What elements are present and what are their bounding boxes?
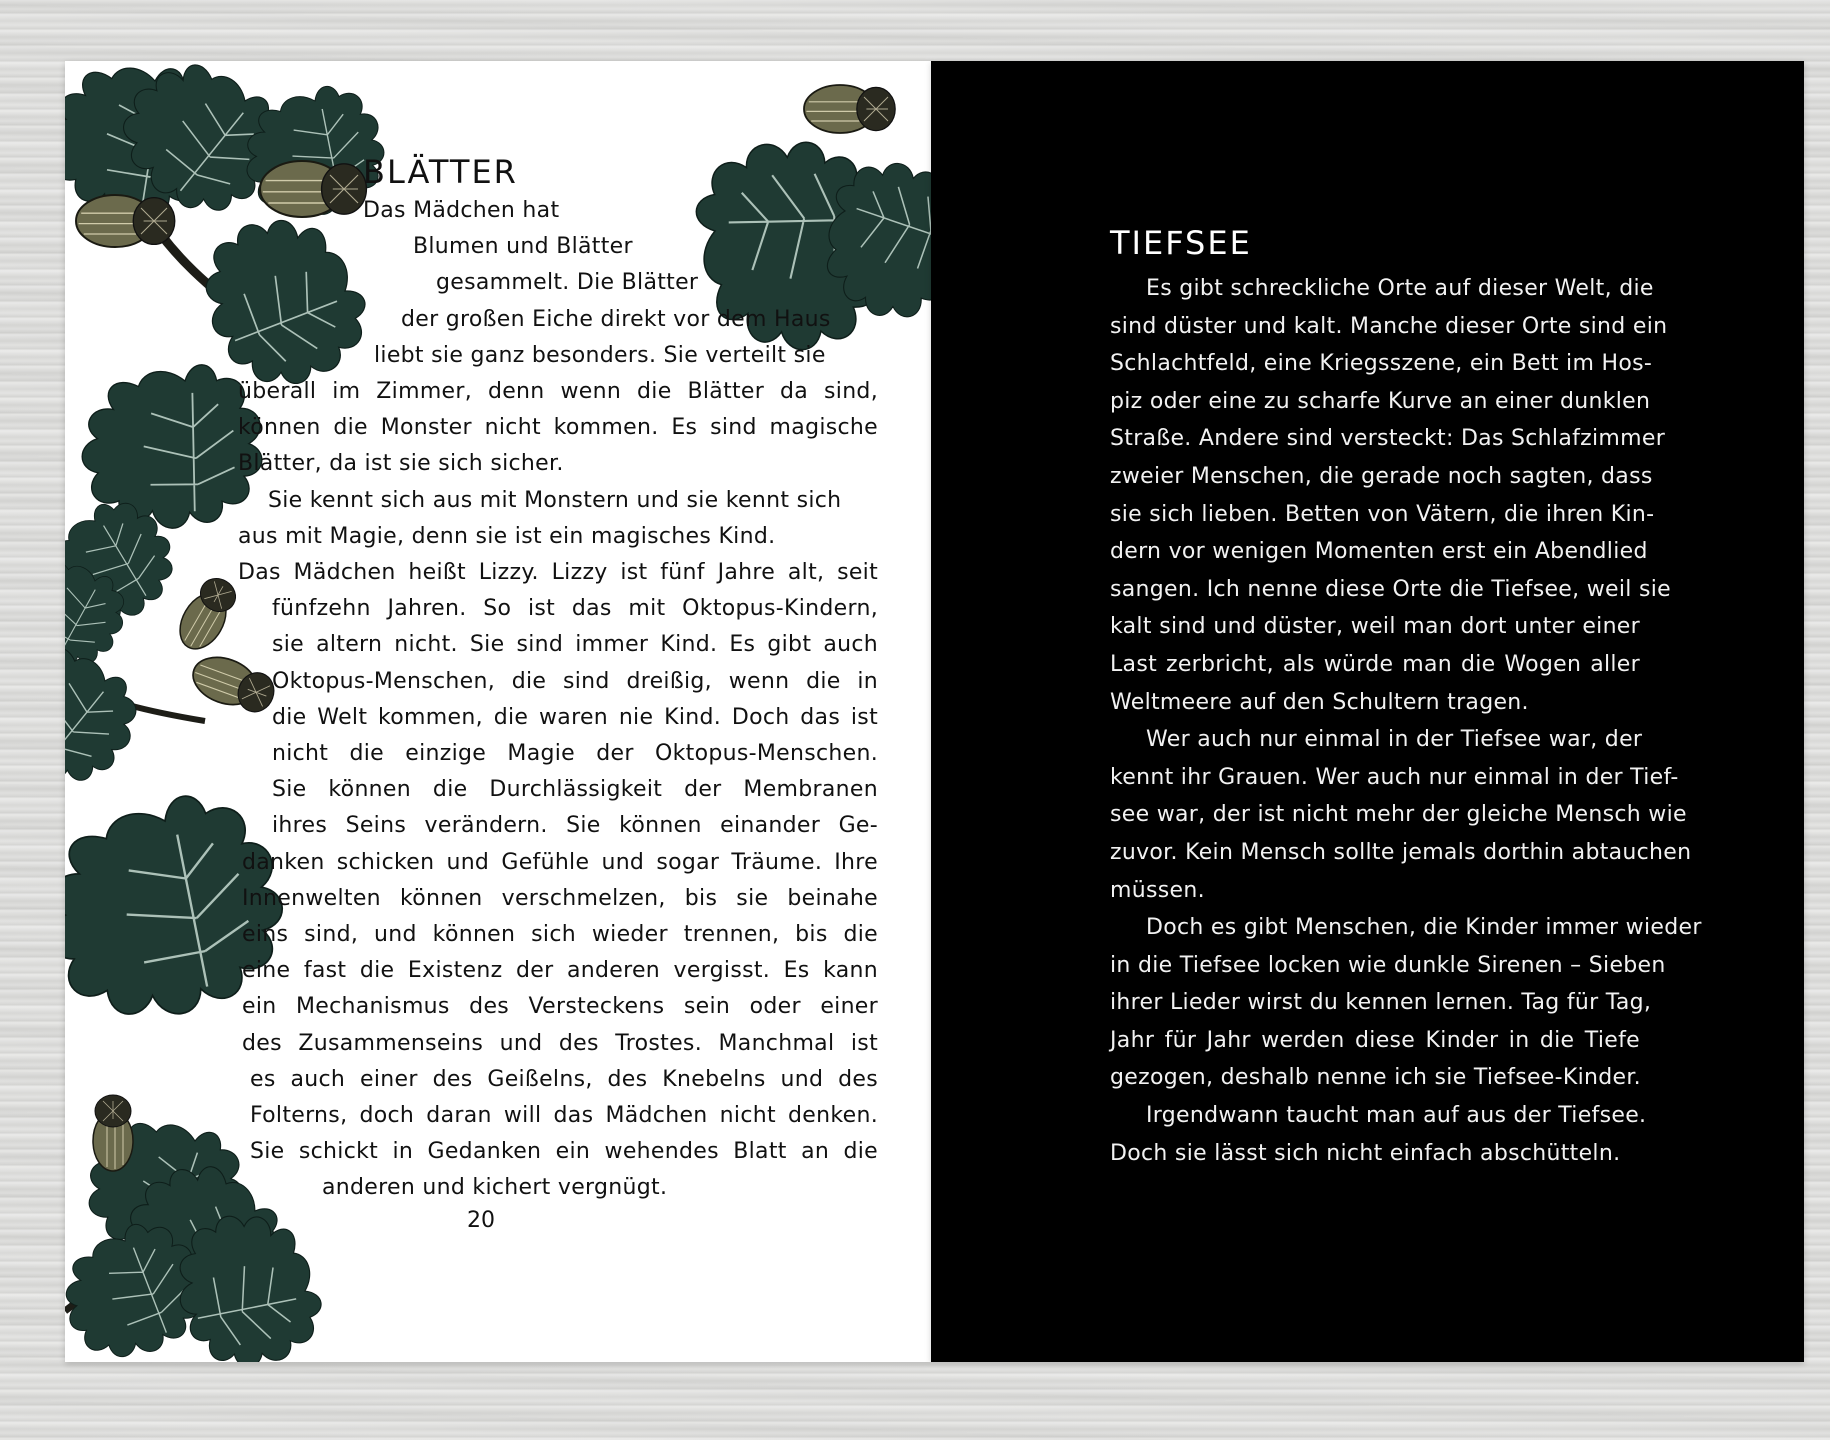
right-page bbox=[931, 61, 1804, 1362]
text-line: der großen Eiche direkt vor dem Haus bbox=[401, 306, 831, 332]
text-line: dern vor wenigen Momenten erst ein Abendlied bbox=[1110, 539, 1648, 565]
text-line: see war, der ist nicht mehr der gleiche Mensch wie bbox=[1110, 802, 1687, 828]
text-line: gesammelt. Die Blätter bbox=[436, 270, 699, 296]
text-line: die Welt kommen, die waren nie Kind. Doch das ist bbox=[272, 704, 878, 730]
text-line: zuvor. Kein Mensch sollte jemals dorthin abtauchen bbox=[1110, 839, 1692, 865]
text-line: aus mit Magie, denn sie ist ein magisches Kind. bbox=[238, 523, 776, 549]
text-line: danken schicken und Gefühle und sogar Träume. Ihre bbox=[242, 849, 878, 875]
left-body-text bbox=[238, 193, 878, 1207]
text-line: piz oder eine zu scharfe Kurve an einer dunklen bbox=[1110, 388, 1651, 414]
text-line: sangen. Ich nenne diese Orte die Tiefsee, weil sie bbox=[1110, 576, 1671, 602]
text-line: kalt sind und düster, weil man dort unter einer bbox=[1110, 614, 1640, 640]
text-line: kennt ihr Grauen. Wer auch nur einmal in der Tief- bbox=[1110, 764, 1679, 790]
text-line: eine fast die Existenz der anderen vergisst. Es kann bbox=[242, 958, 878, 984]
text-line: ihres Seins verändern. Sie können einander Ge- bbox=[272, 813, 878, 839]
page-title-left: BLÄTTER bbox=[363, 153, 518, 191]
text-line: zweier Menschen, die gerade noch sagten, dass bbox=[1110, 463, 1653, 489]
text-line: Sie kennt sich aus mit Monstern und sie kennt sich bbox=[268, 487, 842, 513]
text-line: Sie schickt in Gedanken ein wehendes Blatt an die bbox=[250, 1139, 878, 1165]
text-line: Blätter, da ist sie sich sicher. bbox=[238, 451, 564, 477]
text-line: können die Monster nicht kommen. Es sind magische bbox=[238, 415, 878, 441]
text-line: überall im Zimmer, denn wenn die Blätter da sind, bbox=[238, 379, 878, 405]
text-line: Last zerbricht, als würde man die Wogen aller bbox=[1110, 651, 1640, 677]
text-line: Sie können die Durchlässigkeit der Membranen bbox=[272, 777, 878, 803]
text-line: Oktopus-Menschen, die sind dreißig, wenn die in bbox=[272, 668, 878, 694]
text-line: es auch einer des Geißelns, des Knebelns und des bbox=[250, 1066, 878, 1092]
text-line: Es gibt schreckliche Orte auf dieser Welt, die bbox=[1146, 276, 1654, 301]
text-line: Jahr für Jahr werden diese Kinder in die Tiefe bbox=[1110, 1027, 1640, 1053]
text-line: Doch sie lässt sich nicht einfach abschütteln. bbox=[1110, 1140, 1621, 1166]
text-line: ihrer Lieder wirst du kennen lernen. Tag für Tag, bbox=[1110, 990, 1652, 1016]
text-line: fünfzehn Jahren. So ist das mit Oktopus-Kindern, bbox=[272, 596, 878, 622]
text-line: nicht die einzige Magie der Oktopus-Menschen. bbox=[272, 741, 878, 767]
text-line: liebt sie ganz besonders. Sie verteilt sie bbox=[374, 342, 826, 368]
text-line: Folterns, doch daran will das Mädchen nicht denken. bbox=[250, 1103, 878, 1129]
text-line: anderen und kichert vergnügt. bbox=[322, 1175, 668, 1201]
text-line: Das Mädchen heißt Lizzy. Lizzy ist fünf Jahre alt, seit bbox=[238, 560, 878, 586]
text-line: Innenwelten können verschmelzen, bis sie beinahe bbox=[242, 885, 878, 911]
text-line: ein Mechanismus des Versteckens sein oder einer bbox=[242, 994, 878, 1020]
right-body-text bbox=[1110, 270, 1702, 1172]
text-line: Schlachtfeld, eine Kriegsszene, ein Bett im Hos- bbox=[1110, 351, 1653, 377]
page-title-right: TIEFSEE bbox=[1110, 224, 1252, 262]
text-line: des Zusammenseins und des Trostes. Manchmal ist bbox=[242, 1030, 878, 1056]
page-number: 20 bbox=[467, 1208, 495, 1233]
text-line: Blumen und Blätter bbox=[413, 234, 633, 260]
text-line: Weltmeere auf den Schultern tragen. bbox=[1110, 689, 1529, 715]
text-line: gezogen, deshalb nenne ich sie Tiefsee-Kinder. bbox=[1110, 1065, 1641, 1091]
text-line: eins sind, und können sich wieder trennen, bis die bbox=[242, 922, 878, 948]
text-line: Irgendwann taucht man auf aus der Tiefsee. bbox=[1146, 1103, 1647, 1129]
text-line: Straße. Andere sind versteckt: Das Schlafzimmer bbox=[1110, 426, 1666, 452]
text-line: in die Tiefsee locken wie dunkle Sirenen – Sieben bbox=[1110, 952, 1666, 978]
text-line: sie altern nicht. Sie sind immer Kind. Es gibt auch bbox=[272, 632, 878, 658]
text-line: Wer auch nur einmal in der Tiefsee war, der bbox=[1146, 727, 1643, 753]
text-line: Doch es gibt Menschen, die Kinder immer wieder bbox=[1146, 915, 1702, 941]
text-line: sind düster und kalt. Manche dieser Orte sind ein bbox=[1110, 313, 1668, 339]
text-line: Das Mädchen hat bbox=[363, 198, 560, 223]
text-line: müssen. bbox=[1110, 877, 1205, 903]
text-line: sie sich lieben. Betten von Vätern, die ihren Kin- bbox=[1110, 501, 1655, 527]
left-page bbox=[65, 61, 931, 1362]
